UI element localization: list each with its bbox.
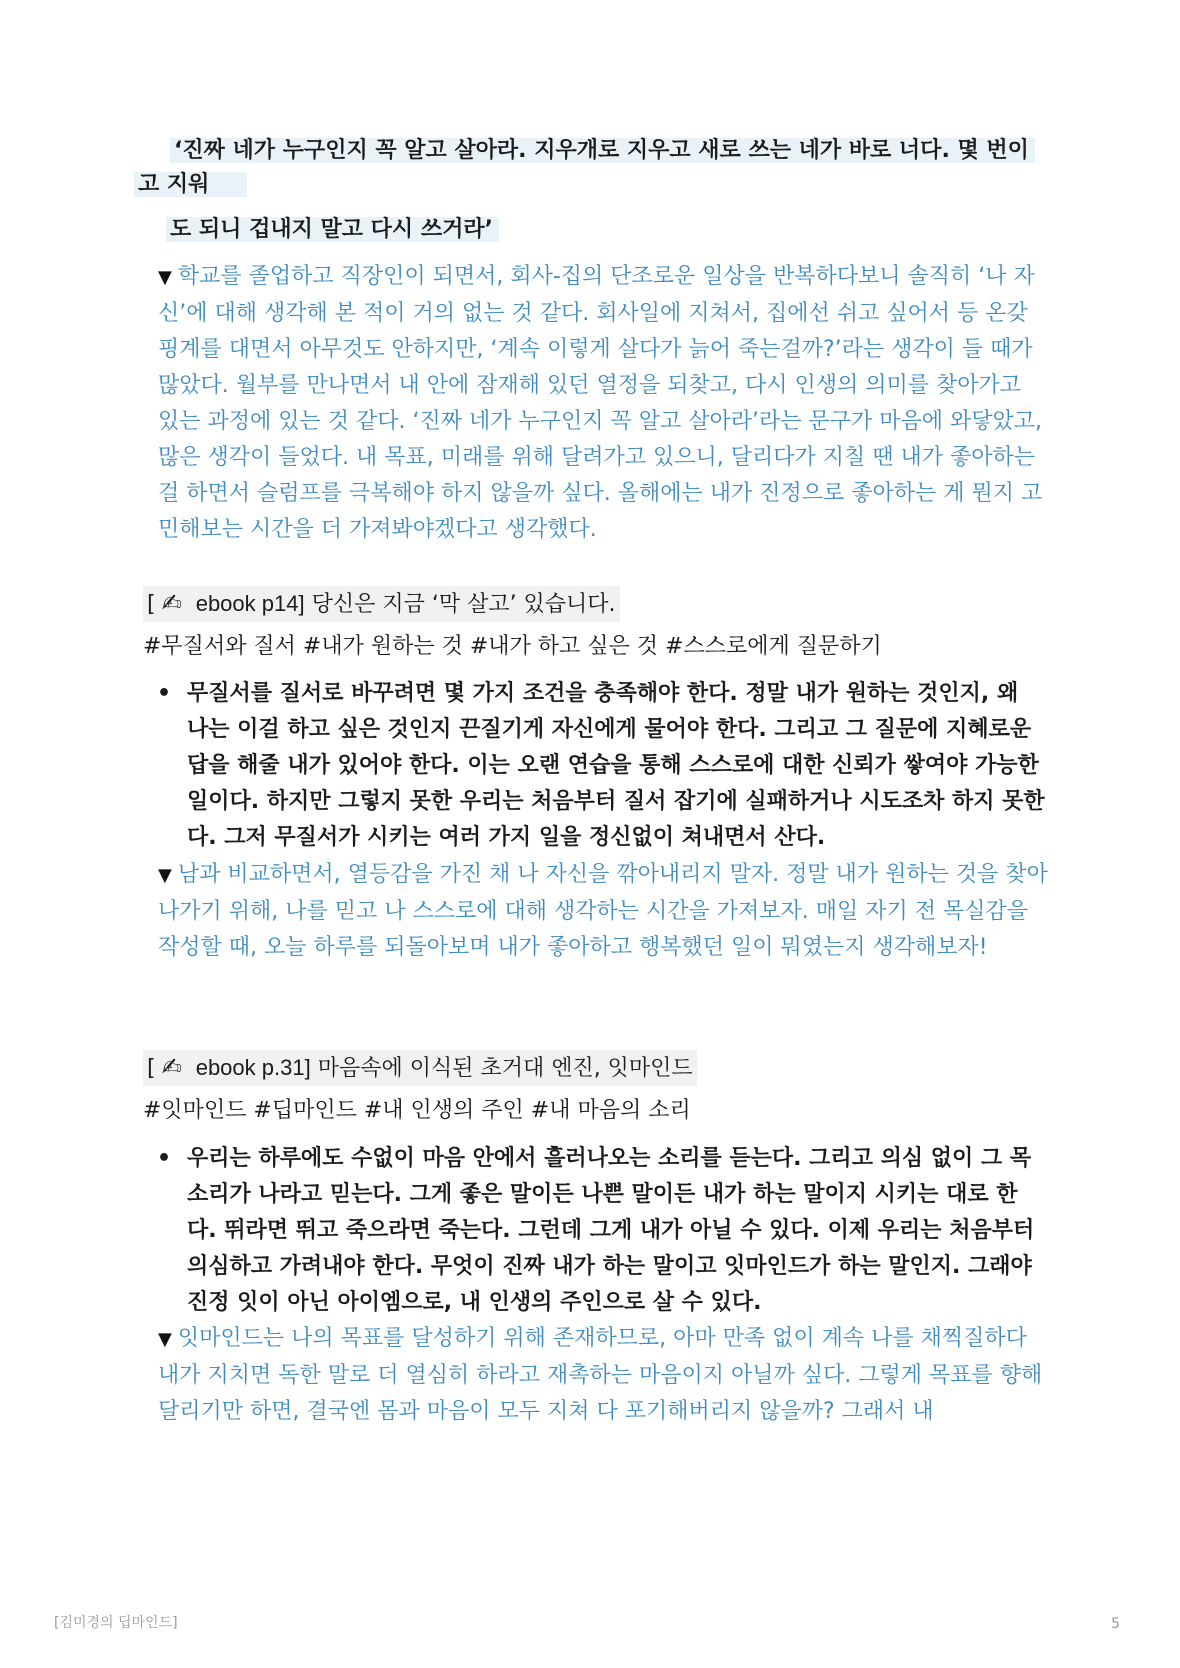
triangle-down-icon: ▼ [158,267,172,288]
reflection-paragraph [158,1321,1048,1430]
reflection-paragraph [158,259,1048,548]
bullet-icon: • [157,681,172,706]
page-number: 5 [1111,1616,1120,1632]
section-title: 당신은 지금 ‘막 살고’ 있습니다. [311,592,616,617]
bullet-text: 우리는 하루에도 수없이 마음 안에서 흘러나오는 소리를 듣는다. 그리고 의심 없이 그 목소리가 나라고 믿는다. 그게 좋은 말이든 나쁜 말이든 내가 하는 말이지 시키는 대로 한다. 뛰라면 뛰고 죽으라면 죽는다. 그런데 그게 내가 아닐 수 있다. 이제 우리는 처음부터 의심하고 가려내야 한다. 무엇이 진짜 내가 하는 말이고 잇마인드가 하는 말인지. 그래야 진정 잇이 아닌 아이엠으로, 내 인생의 주인으로 살 수 있다. [187,1146,1035,1315]
source-label: ebook p14] [195,591,305,616]
writing-hand-icon: ✍ [161,1053,182,1081]
reflection-text: 남과 비교하면서, 열등감을 가진 채 나 자신을 깎아내리지 말자. 정말 내가 원하는 것을 찾아나가기 위해, 나를 믿고 나 스스로에 대해 생각하는 시간을 가져보자. 매일 자기 전 목실감을 작성할 때, 오늘 하루를 되돌아보며 내가 좋아하고 행복했던 일이 뭐였는지 생각해보자! [158,862,1048,960]
reflection-paragraph [158,857,1048,966]
bullet-icon: • [157,1146,172,1171]
quote-line-1: ‘진짜 네가 누구인지 꼭 알고 살아라. 지우개로 지우고 새로 쓰는 네가 바로 너다. 몇 번이 [170,134,1035,168]
section-heading: [ ✍ ebook p14] 당신은 지금 ‘막 살고’ 있습니다. [143,586,620,622]
writing-hand-icon: ✍ [161,589,182,617]
quote-line-3: 도 되니 겁내지 말고 다시 쓰거라’ [166,213,499,247]
section-title: 마음속에 이식된 초거대 엔진, 잇마인드 [317,1056,693,1081]
reflection-text: 학교를 졸업하고 직장인이 되면서, 회사-집의 단조로운 일상을 반복하다보니 솔직히 ‘나 자신’에 대해 생각해 본 적이 거의 없는 것 같다. 회사일에 지쳐서, 집에선 쉬고 싶어서 등 온갖 핑계를 대면서 아무것도 안하지만, ‘계속 이렇게 살다가 늙어 죽는걸까?’라는 생각이 들 때가 많았다. 월부를 만나면서 내 안에 잠재해 있던 열정을 되찾고, 다시 인생의 의미를 찾아가고 있는 과정에 있는 것 같다. ‘진짜 네가 누구인지 꼭 알고 살아라’라는 문구가 마음에 와닿았고, 많은 생각이 들었다. 내 목표, 미래를 위해 달려가고 있으니, 달리다가 지칠 땐 내가 좋아하는 걸 하면서 슬럼프를 극복해야 하지 않을까 싶다. 올해에는 내가 진정으로 좋아하는 게 뭔지 고민해보는 시간을 더 가져봐야겠다고 생각했다. [158,264,1043,542]
reflection-text: 잇마인드는 나의 목표를 달성하기 위해 존재하므로, 아마 만족 없이 계속 나를 채찍질하다 내가 지치면 독한 말로 더 열심히 하라고 재촉하는 마음이지 아닐까 싶다. 그렇게 목표를 향해 달리기만 하면, 결국엔 몸과 마음이 모두 지쳐 다 포기해버리지 않을까? 그래서 내 [158,1326,1043,1424]
source-label: ebook p.31] [195,1055,311,1080]
section-heading: [ ✍ ebook p.31] 마음속에 이식된 초거대 엔진, 잇마인드 [143,1050,697,1086]
hashtags: #무질서와 질서 #내가 원하는 것 #내가 하고 싶은 것 #스스로에게 질문하기 [143,634,882,659]
hashtags: #잇마인드 #딥마인드 #내 인생의 주인 #내 마음의 소리 [143,1098,691,1123]
footer-book-title: [김미경의 딥마인드] [54,1615,178,1631]
bullet-text: 무질서를 질서로 바꾸려면 몇 가지 조건을 충족해야 한다. 정말 내가 원하는 것인지, 왜 나는 이걸 하고 싶은 것인지 끈질기게 자신에게 물어야 한다. 그리고 그 질문에 지혜로운 답을 해줄 내가 있어야 한다. 이는 오랜 연습을 통해 스스로에 대한 신뢰가 쌓여야 가능한 일이다. 하지만 그렇지 못한 우리는 처음부터 질서 잡기에 실패하거나 시도조차 하지 못한다. 그저 무질서가 시키는 여러 가지 일을 정신없이 쳐내면서 산다. [187,681,1045,850]
triangle-down-icon: ▼ [158,865,172,886]
bullet-item [157,676,1047,856]
bullet-item [157,1141,1047,1321]
quote-line-2: 고 지워 [134,168,247,202]
triangle-down-icon: ▼ [158,1329,172,1350]
